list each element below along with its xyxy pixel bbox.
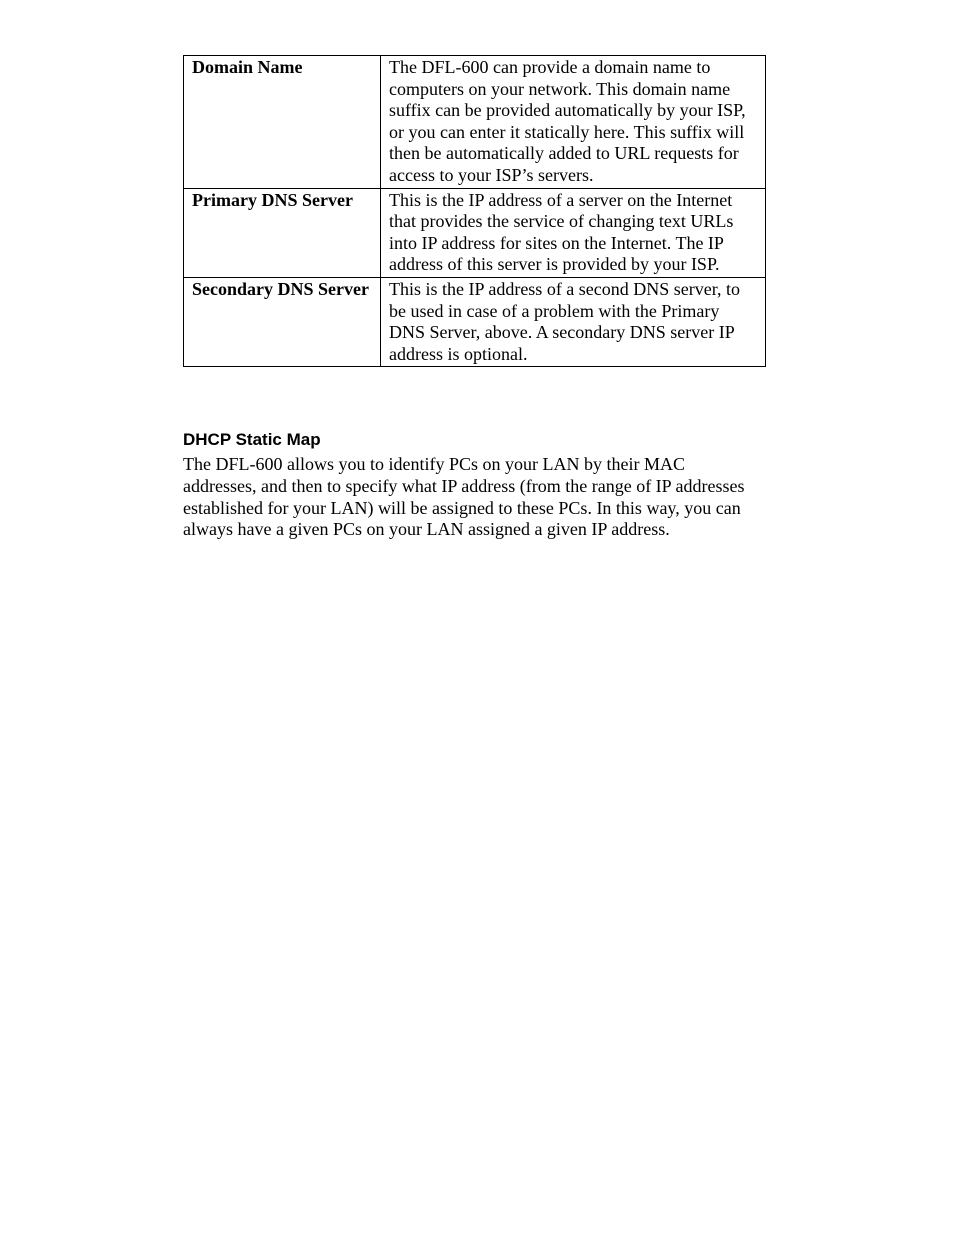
definitions-table [183,55,766,367]
table-row [184,56,766,189]
term-cell: Primary DNS Server [184,188,381,277]
description-cell: The DFL-600 can provide a domain name to computers on your network. This domain name suffix can be provided automatically by your ISP, or you can enter it statically here. This suffix will then be automatically added to URL requests for access to your ISP’s servers. [381,56,766,189]
table-row [184,277,766,366]
term-cell: Domain Name [184,56,381,189]
section-paragraph: The DFL-600 allows you to identify PCs on your LAN by their MAC addresses, and then to specify what IP address (from the range of IP addresses established for your LAN) will be assigned to these PCs. In this way, you can always have a given PCs on your LAN assigned a given IP address. [183,454,745,540]
description-cell: This is the IP address of a server on the Internet that provides the service of changing text URLs into IP address for sites on the Internet. The IP address of this server is provided by your ISP. [381,188,766,277]
document-page [183,55,766,541]
table-row [184,188,766,277]
section-heading: DHCP Static Map [183,430,321,450]
term-cell: Secondary DNS Server [184,277,381,366]
description-cell: This is the IP address of a second DNS server, to be used in case of a problem with the Primary DNS Server, above. A secondary DNS server IP address is optional. [381,277,766,366]
